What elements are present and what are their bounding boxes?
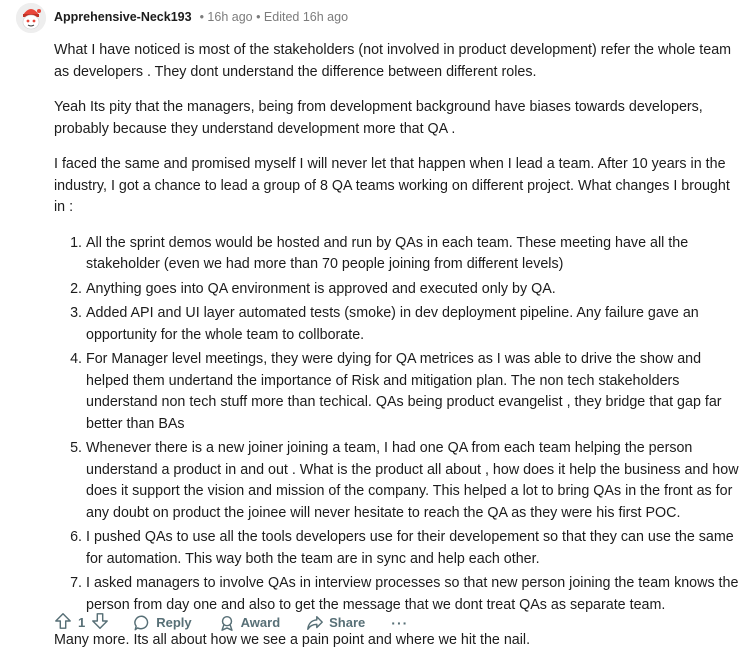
share-label: Share [329,615,366,630]
comment-actions [54,612,434,633]
award-button[interactable] [218,614,281,632]
paragraph: What I have noticed is most of the stakeholders (not involved in product development) refer the whole team as developers . They dont understand the difference between different roles. [54,42,732,80]
upvote-button[interactable] [54,612,72,633]
closing-paragraph: Many more. Its all about how we see a pain point and where we hit the nail. [54,632,531,648]
comment-header [54,10,348,24]
upvote-icon [54,612,72,630]
list-item: 7. I asked managers to involve QAs in interview processes so that new person joining the team knows the person from day one and also to get the message that we dont treat QAs as separate team. [86,573,744,616]
share-button[interactable] [306,614,365,632]
reply-label: Reply [156,615,192,630]
comment-meta: • 16h ago • Edited 16h ago [199,10,349,24]
award-icon [218,614,236,632]
downvote-button[interactable] [91,612,109,633]
avatar[interactable] [16,3,46,33]
list-item: 1. All the sprint demos would be hosted and run by QAs in each team. These meeting have all the stakeholder (even we had more than 70 people joining from different levels) [86,233,744,276]
more-icon: ··· [391,614,409,631]
vote-count: 1 [78,615,86,630]
changes-list [54,233,744,617]
award-label: Award [240,615,281,630]
paragraph: Yeah Its pity that the managers, being from development background have biases towards developers, probably because they understand development more that QA . [54,99,703,137]
comment-body [54,40,744,666]
snoo-avatar-icon [16,3,46,33]
username[interactable]: Apprehensive-Neck193 [54,10,192,24]
list-item: 4. For Manager level meetings, they were dying for QA metrices as I was able to drive the show and helped them undertand the importance of Risk and mitigation plan. The non tech stakeholders understand non tech stuff more than techical. QAs being product evangelist , they bridge that gap far better than BAs [86,349,744,435]
more-options-button[interactable] [391,615,408,631]
reply-icon [133,614,151,632]
list-item: 5. Whenever there is a new joiner joining a team, I had one QA from each team helping the person understand a product in and out . What is the product all about , how does it help the business and how does it support the vision and mission of the company. This helped a lot to bring QAs in the front as for any doubt on product the joinee will never hesitate to reach the QA as they were his first POC. [86,438,744,524]
list-item: 6. I pushed QAs to use all the tools developers use for their developement so that they can use the same for automation. This way both the team are in sync and help each other. [86,527,744,570]
list-item: 3. Added API and UI layer automated tests (smoke) in dev deployment pipeline. Any failure gave an opportunity for the whole team to collborate. [86,303,744,346]
vote-controls [54,612,109,633]
paragraph: I faced the same and promised myself I will never let that happen when I lead a team. After 10 years in the industry, I got a chance to lead a group of 8 QA teams working on different project. What changes I brought in : [54,156,730,215]
share-icon [306,614,324,632]
reply-button[interactable] [133,614,191,632]
downvote-icon [91,612,109,630]
list-item: 2. Anything goes into QA environment is approved and executed only by QA. [86,279,744,301]
